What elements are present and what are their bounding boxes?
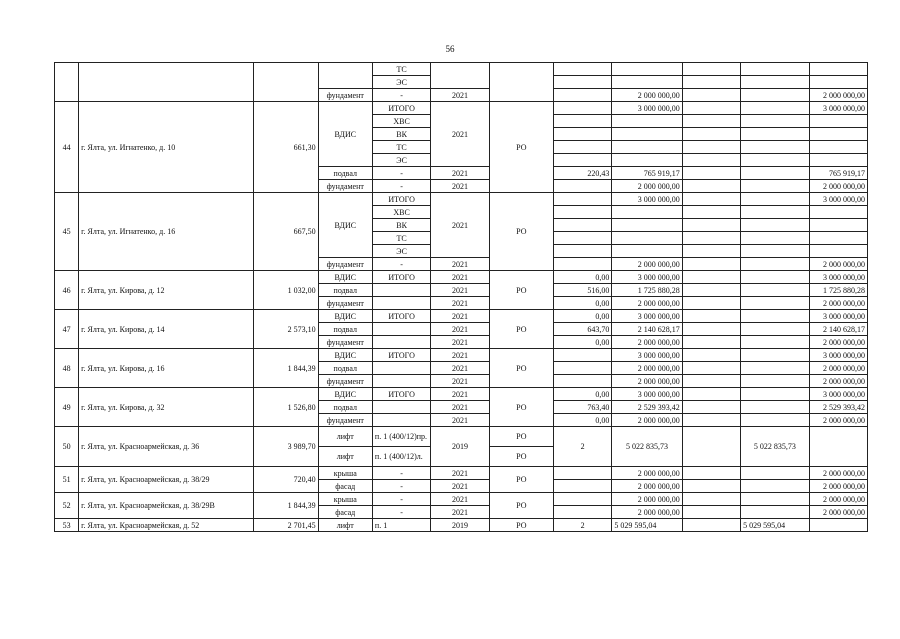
table-row bbox=[55, 388, 868, 401]
source-cell: РО bbox=[489, 102, 553, 193]
year-cell: 2019 bbox=[431, 519, 489, 532]
total-cell: 3 000 000,00 bbox=[809, 349, 867, 362]
volume-cell: 0,00 bbox=[554, 310, 612, 323]
source-cell: РО bbox=[489, 447, 553, 467]
cost-cell: 2 529 393,42 bbox=[612, 401, 682, 414]
year-cell: 2021 bbox=[431, 493, 489, 506]
year-cell: 2019 bbox=[431, 427, 489, 467]
page-number: 56 bbox=[445, 44, 455, 54]
element-cell: крыша bbox=[318, 493, 372, 506]
type-cell: п. 1 (400/12)пр. bbox=[372, 427, 430, 447]
row-number: 52 bbox=[55, 493, 79, 519]
address-cell: г. Ялта, ул. Красноармейская, д. 38/29 bbox=[79, 467, 254, 493]
total-cell: 2 000 000,00 bbox=[809, 467, 867, 480]
cost-cell: 3 000 000,00 bbox=[612, 102, 682, 115]
area-cell: 2 701,45 bbox=[254, 519, 318, 532]
type-cell: ЭС bbox=[372, 76, 430, 89]
source-cell: РО bbox=[489, 193, 553, 271]
volume-cell: 0,00 bbox=[554, 336, 612, 349]
cost-cell: 2 000 000,00 bbox=[612, 258, 682, 271]
type-cell: - bbox=[372, 493, 430, 506]
element-cell: фундамент bbox=[318, 375, 372, 388]
address-cell: г. Ялта, ул. Кирова, д. 12 bbox=[79, 271, 254, 310]
year-cell: 2021 bbox=[431, 467, 489, 480]
type-cell: ИТОГО bbox=[372, 388, 430, 401]
year-cell: 2021 bbox=[431, 349, 489, 362]
type-cell: ИТОГО bbox=[372, 102, 430, 115]
cost-cell: 1 725 880,28 bbox=[612, 284, 682, 297]
type-cell: п. 1 bbox=[372, 519, 430, 532]
type-cell: - bbox=[372, 89, 430, 102]
type-cell: ТС bbox=[372, 141, 430, 154]
total-cell: 3 000 000,00 bbox=[809, 388, 867, 401]
cost-cell: 5 029 595,04 bbox=[612, 519, 682, 532]
total-cell: 2 000 000,00 bbox=[809, 297, 867, 310]
total-cell: 2 000 000,00 bbox=[809, 506, 867, 519]
type-cell: - bbox=[372, 467, 430, 480]
type-cell: - bbox=[372, 167, 430, 180]
source-cell: РО bbox=[489, 467, 553, 493]
area-cell: 2 573,10 bbox=[254, 310, 318, 349]
table-row bbox=[55, 493, 868, 506]
address-cell: г. Ялта, ул. Красноармейская, д. 38/29В bbox=[79, 493, 254, 519]
address-cell: г. Ялта, ул. Игнатенко, д. 10 bbox=[79, 102, 254, 193]
row-number: 51 bbox=[55, 467, 79, 493]
element-cell: лифт bbox=[318, 447, 372, 467]
cost-cell: 2 000 000,00 bbox=[612, 180, 682, 193]
total-cell: 2 000 000,00 bbox=[809, 375, 867, 388]
year-cell: 2021 bbox=[431, 336, 489, 349]
type-cell: п. 1 (400/12)л. bbox=[372, 447, 430, 467]
type-cell: ИТОГО bbox=[372, 310, 430, 323]
element-cell: ВДИС bbox=[318, 349, 372, 362]
year-cell: 2021 bbox=[431, 310, 489, 323]
address-cell: г. Ялта, ул. Кирова, д. 14 bbox=[79, 310, 254, 349]
year-cell: 2021 bbox=[431, 362, 489, 375]
cost-cell: 2 000 000,00 bbox=[612, 493, 682, 506]
volume-cell: 763,40 bbox=[554, 401, 612, 414]
total-cell: 2 000 000,00 bbox=[809, 89, 867, 102]
cost-cell: 2 140 628,17 bbox=[612, 323, 682, 336]
year-cell: 2021 bbox=[431, 323, 489, 336]
address-cell: г. Ялта, ул. Красноармейская, д. 52 bbox=[79, 519, 254, 532]
year-cell: 2021 bbox=[431, 102, 489, 167]
cost-cell: 3 000 000,00 bbox=[612, 388, 682, 401]
year-cell: 2021 bbox=[431, 375, 489, 388]
total-cell: 2 000 000,00 bbox=[809, 480, 867, 493]
table-row bbox=[55, 310, 868, 323]
table-row bbox=[55, 349, 868, 362]
element-cell: крыша bbox=[318, 467, 372, 480]
volume-cell: 2 bbox=[554, 519, 612, 532]
element-cell: фундамент bbox=[318, 336, 372, 349]
year-cell: 2021 bbox=[431, 258, 489, 271]
address-cell: г. Ялта, ул. Игнатенко, д. 16 bbox=[79, 193, 254, 271]
type-cell: ЭС bbox=[372, 154, 430, 167]
lift-cost-cell: 5 022 835,73 bbox=[741, 427, 809, 467]
address-cell: г. Ялта, ул. Красноармейская, д. 36 bbox=[79, 427, 254, 467]
cost-cell: 2 000 000,00 bbox=[612, 297, 682, 310]
element-cell: лифт bbox=[318, 427, 372, 447]
type-cell: ЭС bbox=[372, 245, 430, 258]
row-number: 47 bbox=[55, 310, 79, 349]
total-cell: 2 000 000,00 bbox=[809, 258, 867, 271]
table-row bbox=[55, 271, 868, 284]
total-cell: 2 140 628,17 bbox=[809, 323, 867, 336]
cost-cell: 3 000 000,00 bbox=[612, 271, 682, 284]
total-cell: 3 000 000,00 bbox=[809, 193, 867, 206]
element-cell: ВДИС bbox=[318, 271, 372, 284]
source-cell: РО bbox=[489, 271, 553, 310]
year-cell: 2021 bbox=[431, 297, 489, 310]
element-cell: фасад bbox=[318, 480, 372, 493]
year-cell: 2021 bbox=[431, 180, 489, 193]
cost-cell: 2 000 000,00 bbox=[612, 480, 682, 493]
element-cell: фундамент bbox=[318, 258, 372, 271]
volume-cell: 0,00 bbox=[554, 271, 612, 284]
volume-cell: 220,43 bbox=[554, 167, 612, 180]
type-cell: ИТОГО bbox=[372, 271, 430, 284]
cost-cell: 3 000 000,00 bbox=[612, 349, 682, 362]
address-cell: г. Ялта, ул. Кирова, д. 32 bbox=[79, 388, 254, 427]
type-cell: ВК bbox=[372, 128, 430, 141]
cost-cell: 2 000 000,00 bbox=[612, 89, 682, 102]
source-cell: РО bbox=[489, 349, 553, 388]
cost-cell: 2 000 000,00 bbox=[612, 362, 682, 375]
volume-cell: 643,70 bbox=[554, 323, 612, 336]
cost-cell: 2 000 000,00 bbox=[612, 414, 682, 427]
row-number: 50 bbox=[55, 427, 79, 467]
element-cell: подвал bbox=[318, 284, 372, 297]
volume-cell: 516,00 bbox=[554, 284, 612, 297]
row-number: 53 bbox=[55, 519, 79, 532]
source-cell: РО bbox=[489, 519, 553, 532]
year-cell: 2021 bbox=[431, 89, 489, 102]
cost-cell: 2 000 000,00 bbox=[612, 375, 682, 388]
area-cell: 1 032,00 bbox=[254, 271, 318, 310]
element-cell: ВДИС bbox=[318, 388, 372, 401]
row-number: 48 bbox=[55, 349, 79, 388]
table-row bbox=[55, 63, 868, 76]
total-cell: 2 529 393,42 bbox=[809, 401, 867, 414]
table-row bbox=[55, 467, 868, 480]
element-cell: подвал bbox=[318, 167, 372, 180]
type-cell: - bbox=[372, 480, 430, 493]
cost-cell: 3 000 000,00 bbox=[612, 310, 682, 323]
element-cell: ВДИС bbox=[318, 310, 372, 323]
element-cell: фундамент bbox=[318, 414, 372, 427]
area-cell: 1 844,39 bbox=[254, 493, 318, 519]
type-cell: ТС bbox=[372, 232, 430, 245]
total-cell: 3 000 000,00 bbox=[809, 271, 867, 284]
type-cell: ХВС bbox=[372, 206, 430, 219]
total-cell: 2 000 000,00 bbox=[809, 414, 867, 427]
total-cell: 2 000 000,00 bbox=[809, 493, 867, 506]
source-cell: РО bbox=[489, 388, 553, 427]
source-cell: РО bbox=[489, 427, 553, 447]
volume-cell: 0,00 bbox=[554, 297, 612, 310]
total-cell: 2 000 000,00 bbox=[809, 362, 867, 375]
type-cell: - bbox=[372, 506, 430, 519]
area-cell: 661,30 bbox=[254, 102, 318, 193]
element-cell: фундамент bbox=[318, 297, 372, 310]
year-cell: 2021 bbox=[431, 167, 489, 180]
source-cell: РО bbox=[489, 493, 553, 519]
element-cell: ВДИС bbox=[318, 193, 372, 258]
total-cell: 3 000 000,00 bbox=[809, 102, 867, 115]
area-cell: 1 526,80 bbox=[254, 388, 318, 427]
element-cell: подвал bbox=[318, 401, 372, 414]
cost-cell: 2 000 000,00 bbox=[612, 467, 682, 480]
cost-cell: 765 919,17 bbox=[612, 167, 682, 180]
element-cell: фундамент bbox=[318, 180, 372, 193]
cost-cell: 2 000 000,00 bbox=[612, 336, 682, 349]
year-cell: 2021 bbox=[431, 401, 489, 414]
total-cell: 765 919,17 bbox=[809, 167, 867, 180]
total-cell: 1 725 880,28 bbox=[809, 284, 867, 297]
year-cell: 2021 bbox=[431, 284, 489, 297]
type-cell: ВК bbox=[372, 219, 430, 232]
table-row bbox=[55, 193, 868, 206]
row-number: 49 bbox=[55, 388, 79, 427]
cost-cell: 3 000 000,00 bbox=[612, 193, 682, 206]
volume-cell: 2 bbox=[554, 427, 612, 467]
year-cell: 2021 bbox=[431, 414, 489, 427]
year-cell: 2021 bbox=[431, 506, 489, 519]
table-row bbox=[55, 427, 868, 447]
total-cell: 2 000 000,00 bbox=[809, 336, 867, 349]
total-cell: 3 000 000,00 bbox=[809, 310, 867, 323]
area-cell: 720,40 bbox=[254, 467, 318, 493]
area-cell: 3 989,70 bbox=[254, 427, 318, 467]
element-cell: подвал bbox=[318, 323, 372, 336]
area-cell: 1 844,39 bbox=[254, 349, 318, 388]
row-number: 46 bbox=[55, 271, 79, 310]
type-cell: - bbox=[372, 180, 430, 193]
capital-repair-table bbox=[54, 62, 868, 532]
element-cell: подвал bbox=[318, 362, 372, 375]
year-cell: 2021 bbox=[431, 480, 489, 493]
lift-cost-cell: 5 029 595,04 bbox=[741, 519, 809, 532]
element-cell: лифт bbox=[318, 519, 372, 532]
table-row bbox=[55, 519, 868, 532]
type-cell: ИТОГО bbox=[372, 349, 430, 362]
year-cell: 2021 bbox=[431, 193, 489, 258]
address-cell: г. Ялта, ул. Кирова, д. 16 bbox=[79, 349, 254, 388]
volume-cell: 0,00 bbox=[554, 414, 612, 427]
element-cell: ВДИС bbox=[318, 102, 372, 167]
cost-cell: 2 000 000,00 bbox=[612, 506, 682, 519]
cost-cell: 5 022 835,73 bbox=[612, 427, 682, 467]
table-row bbox=[55, 102, 868, 115]
type-cell: ХВС bbox=[372, 115, 430, 128]
element-cell: фундамент bbox=[318, 89, 372, 102]
year-cell: 2021 bbox=[431, 271, 489, 284]
row-number: 44 bbox=[55, 102, 79, 193]
total-cell: 2 000 000,00 bbox=[809, 180, 867, 193]
volume-cell: 0,00 bbox=[554, 388, 612, 401]
type-cell: - bbox=[372, 258, 430, 271]
type-cell: ИТОГО bbox=[372, 193, 430, 206]
year-cell: 2021 bbox=[431, 388, 489, 401]
area-cell: 667,50 bbox=[254, 193, 318, 271]
source-cell: РО bbox=[489, 310, 553, 349]
row-number: 45 bbox=[55, 193, 79, 271]
element-cell: фасад bbox=[318, 506, 372, 519]
type-cell: ТС bbox=[372, 63, 430, 76]
